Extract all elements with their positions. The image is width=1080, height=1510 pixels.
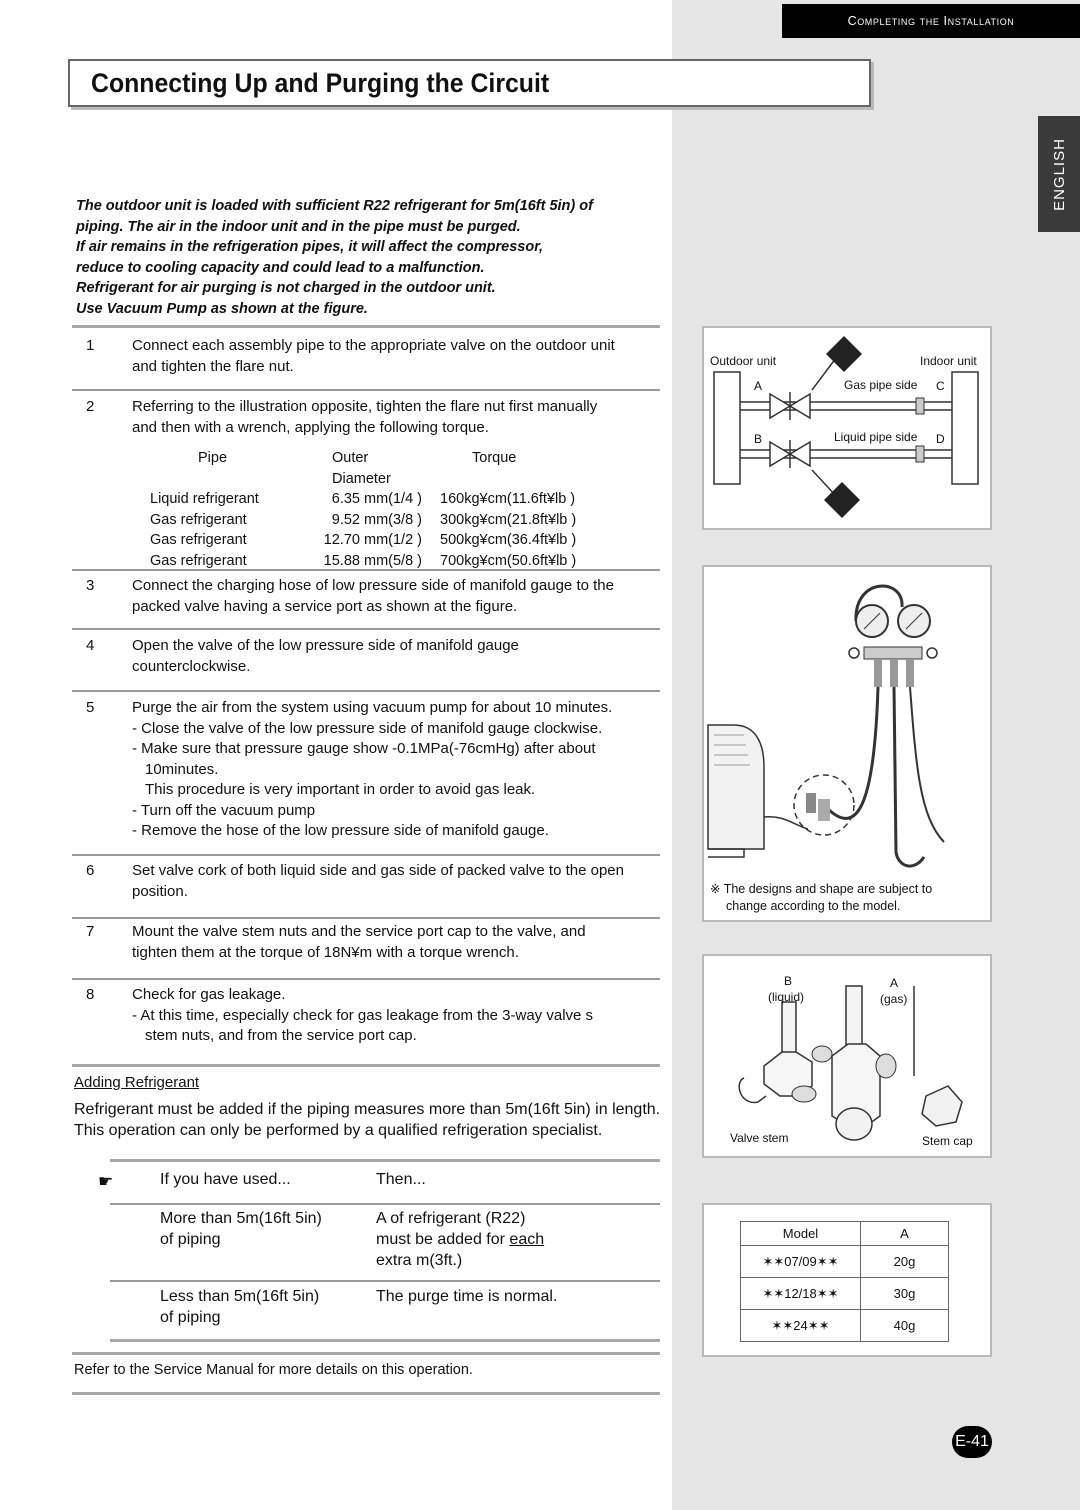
torque-header: Pipe [198, 450, 228, 466]
divider [110, 1203, 660, 1205]
torque-cell: Gas refrigerant [150, 552, 247, 569]
stem-cap-label: Stem cap [922, 1134, 973, 1148]
intro-line: The outdoor unit is loaded with sufficient R22 refrigerant for 5m(16ft 5in) of [76, 198, 593, 214]
liquid-label: (liquid) [768, 990, 805, 1004]
step-text: Mount the valve stem nuts and the service port cap to the valve, and [132, 923, 586, 940]
torque-cell: Gas refrigerant [150, 511, 247, 528]
step-text: This procedure is very important in order to avoid gas leak. [145, 781, 536, 798]
point-a-label: A [754, 379, 763, 393]
amount-header: A [861, 1222, 949, 1246]
condition-cell-emphasis: each [509, 1231, 545, 1248]
step-text: - At this time, especially check for gas leakage from the 3-way valve s [132, 1006, 594, 1024]
step-text: Check for gas leakage. [132, 986, 286, 1003]
model-row [741, 1278, 949, 1310]
model-table-panel [702, 1203, 992, 1357]
valve-panel [702, 954, 992, 1158]
intro-paragraph [76, 196, 666, 319]
piping-diagram-panel [702, 326, 992, 530]
step-text: - Remove the hose of the low pressure side of manifold gauge. [132, 822, 549, 839]
adding-refrigerant-text [74, 1100, 660, 1141]
torque-row [140, 510, 584, 531]
gas-label: (gas) [880, 992, 908, 1006]
step-text: tighten them at the torque of 18N¥m with a torque wrench. [132, 943, 519, 961]
model-cell: ✶✶07/09✶✶ [741, 1246, 861, 1278]
step-text: stem nuts, and from the service port cap. [145, 1027, 417, 1044]
intro-line: Refrigerant for air purging is not charged in the outdoor unit. [76, 280, 496, 296]
footnote: Refer to the Service Manual for more details on this operation. [74, 1362, 473, 1378]
step-text: - Turn off the vacuum pump [132, 801, 316, 819]
step-text: Connect the charging hose of low pressure side of manifold gauge to the [132, 577, 614, 594]
torque-cell: Liquid refrigerant [150, 491, 259, 507]
condition-cell: of piping [160, 1309, 221, 1326]
divider [72, 389, 660, 391]
divider [72, 917, 660, 919]
step-text: position. [132, 882, 188, 900]
pointing-hand-icon: ☛ [98, 1172, 114, 1191]
amount-cell: 30g [861, 1278, 949, 1310]
divider [72, 1064, 660, 1067]
point-d-label: D [936, 432, 945, 446]
divider [72, 978, 660, 980]
valve-stem-label: Valve stem [730, 1131, 789, 1145]
torque-cell: 15.88 mm(5/8 ) [323, 552, 422, 569]
point-b-label: B [754, 432, 763, 446]
divider [72, 1352, 660, 1355]
outdoor-unit-label: Outdoor unit [710, 354, 777, 368]
model-cell: ✶✶24✶✶ [741, 1310, 861, 1342]
step-text: - Make sure that pressure gauge show -0.1MPa(-76cmHg) after about [132, 740, 596, 757]
language-tab-label: ENGLISH [1050, 137, 1068, 211]
divider [72, 690, 660, 692]
model-header: Model [741, 1222, 861, 1246]
divider [72, 1392, 660, 1395]
divider [110, 1339, 660, 1342]
step-number: 2 [86, 398, 95, 415]
title-box [68, 59, 871, 107]
torque-row [140, 551, 584, 572]
amount-cell: 40g [861, 1310, 949, 1342]
step-number: 4 [86, 637, 95, 654]
page-number: E-41 [952, 1426, 992, 1458]
condition-cell: must be added for [376, 1231, 510, 1248]
torque-cell: 6.35 mm(1/4 ) [331, 491, 422, 507]
torque-table [140, 448, 584, 571]
condition-cell: A of refrigerant (R22) [376, 1210, 526, 1227]
torque-cell: 12.70 mm(1/2 ) [323, 532, 422, 548]
model-row [741, 1246, 949, 1278]
torque-cell: 9.52 mm(3/8 ) [331, 511, 422, 528]
adding-text-line: This operation can only be performed by a qualified refrigeration specialist. [74, 1121, 603, 1139]
model-table [740, 1221, 949, 1342]
indoor-unit-label: Indoor unit [920, 354, 977, 368]
model-cell: ✶✶12/18✶✶ [741, 1278, 861, 1310]
step-text: Connect each assembly pipe to the appropriate valve on the outdoor unit [132, 337, 615, 354]
manifold-gauge-panel [702, 565, 992, 922]
design-note [710, 881, 932, 915]
torque-cell: 300kg¥cm(21.8ft¥lb ) [440, 511, 577, 528]
step-text: and tighten the flare nut. [132, 357, 294, 375]
step-number: 5 [86, 699, 95, 716]
amount-cell: 20g [861, 1246, 949, 1278]
valve-a-label: A [890, 976, 899, 990]
adding-text-line: Refrigerant must be added if the piping measures more than 5m(16ft 5in) in length. [74, 1101, 661, 1118]
step-number: 7 [86, 923, 95, 940]
step-number: 1 [86, 337, 95, 354]
torque-cell: 160kg¥cm(11.6ft¥lb ) [440, 491, 576, 507]
design-note-line: ※ The designs and shape are subject to [710, 882, 933, 896]
step-text: Referring to the illustration opposite, tighten the flare nut first manually [132, 398, 598, 415]
design-note-line: change according to the model. [726, 899, 901, 913]
step-number: 8 [86, 986, 95, 1003]
point-c-label: C [936, 379, 945, 393]
intro-line: reduce to cooling capacity and could lead to a malfunction. [76, 259, 485, 276]
torque-cell: 500kg¥cm(36.4ft¥lb ) [440, 532, 577, 548]
gas-pipe-side-label: Gas pipe side [844, 378, 918, 392]
step-text: Open the valve of the low pressure side of manifold gauge [132, 637, 519, 654]
step-text: Purge the air from the system using vacuum pump for about 10 minutes. [132, 699, 613, 716]
condition-cell: More than 5m(16ft 5in) [160, 1210, 322, 1227]
torque-row [140, 530, 584, 551]
intro-line: If air remains in the refrigeration pipes, it will affect the compressor, [76, 239, 544, 255]
language-tab[interactable] [1038, 116, 1080, 232]
step-text: and then with a wrench, applying the following torque. [132, 418, 489, 436]
condition-cell: extra m(3ft.) [376, 1252, 463, 1269]
torque-header-row [140, 448, 584, 489]
step-text: counterclockwise. [132, 657, 251, 675]
torque-cell: 700kg¥cm(50.6ft¥lb ) [440, 552, 577, 569]
section-header [782, 4, 1080, 38]
valve-illustration [704, 956, 990, 1156]
valve-b-label: B [784, 974, 793, 988]
condition-header: Then... [376, 1171, 426, 1188]
condition-header: If you have used... [160, 1171, 291, 1188]
page-title: Connecting Up and Purging the Circuit [91, 67, 550, 98]
torque-cell: Gas refrigerant [150, 532, 247, 548]
torque-row [140, 489, 584, 510]
divider [110, 1280, 660, 1282]
section-header-text: Completing the Installation [847, 14, 1015, 28]
condition-cell: of piping [160, 1231, 221, 1248]
intro-line: Use Vacuum Pump as shown at the figure. [76, 300, 368, 317]
step-number: 3 [86, 577, 95, 594]
step-text: 10minutes. [145, 760, 219, 778]
intro-line: piping. The air in the indoor unit and in the pipe must be purged. [76, 218, 521, 235]
divider [110, 1159, 660, 1162]
manifold-gauge-illustration [704, 567, 990, 920]
model-table-header [741, 1222, 949, 1246]
divider [72, 325, 660, 328]
liquid-pipe-side-label: Liquid pipe side [834, 430, 918, 444]
step-number: 6 [86, 862, 95, 879]
adding-refrigerant-heading: Adding Refrigerant [74, 1074, 200, 1091]
torque-header: Outer Diameter [332, 450, 391, 487]
divider [72, 628, 660, 630]
model-row [741, 1310, 949, 1342]
step-text: - Close the valve of the low pressure side of manifold gauge clockwise. [132, 719, 603, 737]
divider [72, 854, 660, 856]
step-text: packed valve having a service port as shown at the figure. [132, 597, 518, 615]
condition-cell: The purge time is normal. [376, 1288, 558, 1305]
condition-cell: Less than 5m(16ft 5in) [160, 1288, 320, 1305]
torque-header: Torque [472, 450, 517, 466]
step-text: Set valve cork of both liquid side and gas side of packed valve to the open [132, 862, 624, 879]
